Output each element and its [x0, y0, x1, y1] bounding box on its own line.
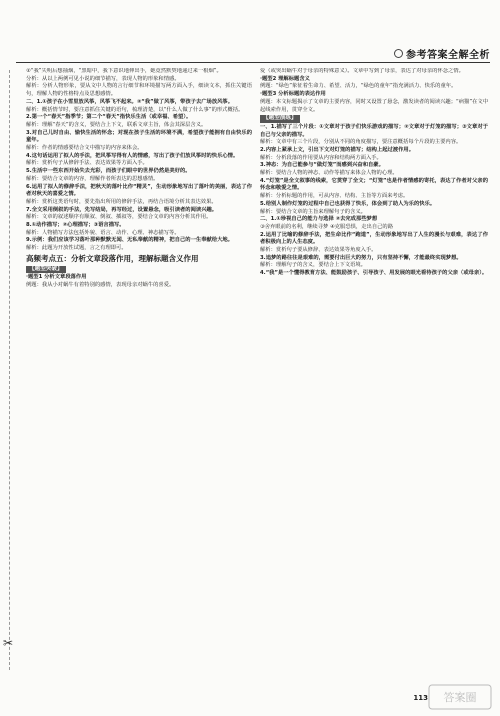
paragraph: 分析：从以上两例可见小说的细节描写，表现人物的形象和情感。 [26, 75, 180, 82]
paragraph: 例题：本文标题揭示了文章的主要内容，同时又设置了悬念，激发读者的阅读兴趣；“病猫”在文中起线索作用，贯穿全文。 [260, 98, 488, 113]
answer-item: 2.第一个“春天”指季节；第二个“春天”指快乐生活（或幸福、希望）。 [26, 114, 192, 121]
answer-item: 6.运用了拟人的修辞手法，把秋天的落叶比作“精灵”，生动形象地写出了落叶的美丽，表达了作者对秋天的喜爱之情。 [26, 183, 252, 198]
paragraph: 解析：理解句子的含义，要结合上下文语境。 [260, 262, 366, 269]
answer-item: 7.全文采用倒叙的手法，先写结局，再写经过，设置悬念，吸引读者的阅读兴趣。 [26, 206, 218, 213]
paragraph: 解析：要结合文章的主旨来理解句子的含义。 [260, 208, 366, 215]
right-column [260, 68, 488, 680]
header-rule [16, 62, 490, 63]
page-header [390, 46, 490, 61]
paragraph: 解析：分析人物形象，要从文中人物的言行细节和环境描写两方面入手，细读文本，抓住关键语句，理解人物的性格特点及思想感情。 [26, 83, 252, 98]
answer-item: 2.内容上紧承上文，引出下文对灯笼的描写；结构上起过渡作用。 [260, 146, 415, 153]
paragraph: ③舍弃眼前的名利，继续寻梦 ④克服恐惧，走出自己的路 [260, 223, 394, 230]
box-title-row [260, 114, 488, 124]
paragraph: 解析：赏析句子从修辞手法、表达效果等方面入手。 [26, 160, 148, 167]
answer-item: 5.生活中一些东西开始失去光彩，而孩子们眼中的世界仍然是美好的。 [26, 168, 191, 175]
subheading: ·题型1 分析文章段落作用 [26, 274, 87, 281]
paragraph: 解析：分析段落的作用要从内容和结构两方面入手。 [260, 154, 382, 161]
paragraph: 解析：概括情节时，要注意抓住关键的语句，梳理清楚，以“什么人做了什么事”的形式概括。 [26, 106, 244, 113]
answer-item: 4.这句话运用了拟人的手法，把风筝写得有人的情感，写出了孩子们放风筝时的快乐心情。 [26, 152, 239, 159]
cut-line [9, 70, 10, 670]
subheading: ·题型2 理解标题含义 [260, 75, 310, 82]
subheading: ·题型3 分析标题的表达作用 [260, 91, 326, 98]
section-title: 高频考点五：分析文章段落作用，理解标题含义作用 [26, 253, 199, 263]
paragraph: 解析：分析标题的作用，可从内容、结构、主旨等方面来考虑。 [260, 193, 409, 200]
paragraph: 解析：赏析这类语句时，要先指出所用的修辞手法，再结合语境分析其表达效果。 [26, 198, 217, 205]
watermark-logo [428, 684, 492, 710]
paragraph: 解析：赏析句子要从修辞、表达效果等角度入手。 [260, 247, 377, 254]
answer-item: 二、1.①珍视自己的能力与选择 ②去完成那些梦想 [260, 216, 378, 223]
left-column [26, 68, 252, 680]
paragraph: 爱（或突出蜗牛对于母亲的特殊意义）。文章中写到了母亲，表达了对母亲的怀念之情。 [260, 68, 464, 74]
answer-item: 3.对自己儿时自由、愉快生活的怀念；对现在孩子生活的环境不满，希望孩子能拥有自由快乐的童年。 [26, 129, 252, 144]
paragraph: 解析：文章的叙述顺序有顺叙、倒叙、插叙等，要结合文章的内容分析其作用。 [26, 214, 212, 221]
answer-item: 二、1.①孩子在小雪里放风筝，风筝飞不起来。②“我”做了风筝，带孩子去广场放风筝。 [26, 98, 234, 105]
paragraph: 解析：此题为开放性试题，言之有理即可。 [26, 245, 127, 252]
paragraph: 解析：理解“春天”的含义，要结合上下文，联系文章主旨，体会其深层含义。 [26, 121, 207, 128]
paragraph: ②“我”失明后想抽烟，“黑暗中，我下意识地伸出手，她竟然默契地递过来一根烟”。 [26, 68, 222, 74]
paragraph: 解析：要结合人物的神态、动作等描写来体会人物的心理。 [260, 170, 398, 177]
paragraph: 解析：作者的情感要结合文中描写的内容来体会。 [26, 145, 143, 152]
paragraph: 例题：“绿色”象征着生命力、希望、活力，“绿色的童年”指充满活力、快乐的童年。 [260, 83, 457, 90]
scissors-icon: ✂ [3, 636, 14, 650]
paragraph: 解析：人物描写方法包括外貌、语言、动作、心理、神态描写等。 [26, 229, 180, 236]
box-title: 【题型突破】 [26, 266, 66, 274]
paragraph: 解析：要结合文章的内容，理解作者所表达的思想感情。 [26, 175, 159, 182]
paragraph: 例题：我从小对蜗牛有着特别的感情，表现母亲对蜗牛的喜爱。 [26, 282, 175, 289]
header-title: 参考答案全解全析 [406, 50, 490, 61]
answer-item: 2.运用了比喻的修辞手法，把生命比作“跑道”，生动形象地写出了人生的漫长与艰难，表达了作者积极向上的人生态度。 [260, 231, 488, 246]
box-title: 【题型演练】 [260, 115, 300, 123]
answer-item: 一、1.描写了三个片段：①文章对于孩子们快乐游戏的描写；②文章对于灯笼的描写；③文章对于自己与父亲的描写。 [260, 123, 488, 138]
answer-item: 5.给别人制作灯笼的过程中自己也获得了快乐，体会到了助人为乐的快乐。 [260, 200, 436, 207]
answer-item: 3.神态：为自己能参与“做灯笼”而感到兴奋和自豪。 [260, 162, 384, 169]
watermark-text: 答案圈 [443, 691, 477, 704]
circle-icon [394, 49, 403, 58]
answer-item: 4.“我”是一个懂得教育方法、能鼓励孩子、引导孩子、用发展的眼光看待孩子的父亲（或母亲）。 [260, 270, 488, 277]
page-number: 113 [413, 694, 428, 702]
answer-item: 8.①动作描写；②心理描写；③语言描写。 [26, 222, 125, 229]
answer-item: 9.示例：我们应该学习落叶那种默默无闻、无私奉献的精神，把自己的一生奉献给大地。 [26, 237, 233, 244]
answer-item: 3.追梦的路往往是艰难的，需要付出巨大的努力，只有坚持不懈，才能最终实现梦想。 [260, 254, 462, 261]
answer-item: 4.“灯笼”是全文叙事的线索，它贯穿了全文；“灯笼”也是作者情感的寄托，表达了作者对父亲的怀念和敬爱之情。 [260, 177, 488, 192]
paragraph: 解析：文章中有三个片段，分别从不同的角度描写，要注意概括每个片段的主要内容。 [260, 139, 462, 146]
